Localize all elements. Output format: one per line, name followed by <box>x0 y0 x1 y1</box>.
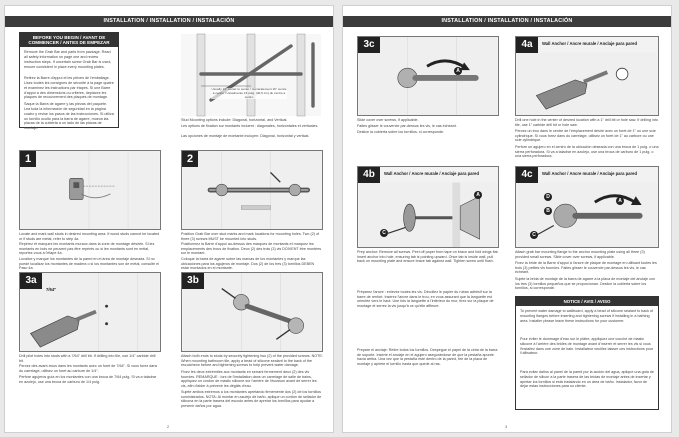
step-3c-text-fr: Faites glisser le couvercle par-dessus les vis, le cas échéant. <box>357 124 457 128</box>
notice-title: NOTICE / AVIS / AVISO <box>516 297 658 306</box>
right-page-header: INSTALLATION / INSTALLATION / INSTALACIÓN <box>343 16 671 27</box>
notice-text-es: Para evitar daños al panel de la pared por la acción del agua, aplique una gota de sellador de silicón a la parte trasera de las bridas de montaje antes de insertar y apretar los tornillos si está instalando en un área de baño. Instalador, favor de dejar estas instrucciones para su cliente. <box>520 370 654 389</box>
notice-text-en: To prevent water damage to wallboard, apply a bead of silicone sealant to back of mounting flanges before inserting and tightening screws if installing in a bathing area. Installer please leave these instructions for your customer. <box>520 309 654 323</box>
before-text-en: Remove the Grab Bar and parts from package. Read all safety information on page one and review instruction steps. If uncertain screw Grab Bar is used, ensure consistent in place every mounting plates. <box>24 50 112 69</box>
step-4a-number: 4a <box>516 37 538 53</box>
step-4c-text-fr: Fixez la bride de la Barre d'appui à l'ancre de plaque de montage en utilisant toutes les trois (3) petites vis fournies. Faites glisser le couvercle par-dessus les vis, le cas échéant. <box>515 261 657 275</box>
step-4b-text-fr: Préparez l'ancre : enlevez toutes les vis. Décollez le papier du ruban adhésif sur la barre de renfort. Insérez l'ancre dans le trou, en vous assurant que la languette est orientée vers le haut. Une fois la languette à l'intérieur du mur, tirez sur la plaque de montage et serrez la vis jusqu'à ce qu'elle affleure. <box>357 290 494 309</box>
before-you-begin-box <box>19 32 119 128</box>
step-1-number: 1 <box>20 151 36 167</box>
step-3c-text-es: Deslice la cubierta sobre los tornillos, si corresponde. <box>357 130 445 134</box>
step-2-illustration <box>182 151 322 229</box>
callout-d-4c: D <box>544 193 552 201</box>
notice-box <box>515 296 659 410</box>
step-4b-text-es: Prepare el anclaje: Retire todos los tornillos. Despegue el papel de la cinta de la barra de soporte. Inserte el anclaje en el agujero asegurándose de que la pestaña apunte hacia arriba. Una vez que la pestaña esté dentro de la pared, tire de la placa de montaje y apriete el tornillo hasta que quede al ras. <box>357 348 498 367</box>
before-text-es: Saque la Barra de agarre y las piezas del paquete. Lea toda la información de seguridad en la página cuatro y revise los pasos de las instrucciones. Si utiliza un tornillo oculto para la barra de agarre, mueva las placas de la cubierta a un lado de las placas de montaje. <box>24 102 114 130</box>
left-page <box>4 5 334 433</box>
step-3a-text-en: Drill pilot holes into studs with a 7/64" drill bit. If drilling into tile, use 1/4" carbide drill bit. <box>19 354 156 363</box>
step-1-text-es: Localice y marque los montantes de la pared en el área de montaje deseada. Si no puede localizar los montantes de madera o si los montantes son de metal, consulte el Paso 4a. <box>19 257 159 271</box>
right-page <box>342 5 672 433</box>
step-4b-number: 4b <box>358 167 380 183</box>
step-1-text-en: Locate and mark wall studs in desired mounting area. If wood studs cannot be located or if studs are metal, refer to step 4a. <box>19 232 160 241</box>
step-4a-label: Wall Anchor / Ancre murale / Anclaje para pared <box>542 41 638 46</box>
stud-mounting-caption-fr: Les options de fixation sur montants incluent : diagonales, horizontales et verticales. <box>181 124 319 128</box>
before-you-begin-title: BEFORE YOU BEGIN / AVANT DE COMMENCER / ANTES DE EMPEZAR <box>20 33 118 47</box>
callout-a-4b: A <box>474 191 482 199</box>
step-4b-text-en: Prep anchor: Remove all screws. Peel off paper from tape on brace and fold wings flat. Insert anchor into hole, ensuring tab is pointing upward. Once tab is inside wall, pull back on mounting plate and ensure brace tab against wall. Tighten screw until flush. <box>357 250 499 264</box>
step-3c-number: 3c <box>358 37 380 53</box>
step-4a-text-fr: Percez un trou dans le centre de l'emplacement désiré avec un foret de 1" ou une scie cylindrique. Si vous forez dans du carrelage, utilisez un foret de 1" au carbure ou une scie cylindrique. <box>515 129 656 143</box>
left-page-number: 2 <box>167 424 170 429</box>
step-2-text-fr: Positionnez la Barre d'appui au-dessus des marques de montants et marquez les emplacements des trous de fixation. Deux (2) des trois (3) vis DOIVENT être montées sur le montant. <box>181 242 322 256</box>
step-2-text-es: Coloque la barra de agarre sobre las marcas de los montantes y marque las ubicaciones para los agujeros de montaje. Dos (2) de los tres (3) tornillos DEBEN estar montados en el montante. <box>181 257 315 271</box>
step-4b-panel <box>357 166 499 248</box>
step-2-number: 2 <box>182 151 198 167</box>
step-4b-label: Wall Anchor / Ancre murale / Anclaje para pared <box>384 171 480 176</box>
step-2-panel <box>181 150 323 230</box>
step-4a-text-es: Perfore un agujero en el centro de la ubicación deseada con una broca de 1 pulg. o una sierra perforadora. Si va a taladrar en azulejo, use una broca de carburo de 1 pulg. o una sierra perforadora. <box>515 145 659 159</box>
step-3c-panel <box>357 36 499 116</box>
step-4a-panel <box>515 36 659 116</box>
step-3b-text-en: Attach both ends to studs by securely tightening two (2) of the provided screws. NOTE: When mounting bathroom tile, apply a bead of silicone sealant to the back of the escutcheon before and tightening screws to help prevent water damage. <box>181 354 323 368</box>
callout-a-4c: A <box>616 197 624 205</box>
step-1-illustration <box>20 151 160 229</box>
step-3c-text-en: Slide cover over screws, if applicable. <box>357 118 419 122</box>
stud-mounting-caption-en: Stud Mounting options include: Diagonal, horizontal, and Vertical. <box>181 118 288 122</box>
step-4c-text-es: Sujete la brida de montaje de la barra de agarre a la placa de montaje del anclaje con los tres (3) tornillos pequeños que se proporcionan. Deslice la cubierta sobre los tornillos, si corresponde. <box>515 277 656 291</box>
step-3b-text-es: Sujete ambos extremos a los montantes apretando firmemente dos (2) de los tornillos suministrados. NOTA: Al montar en azulejo de baño, aplique un cordón de sellador de silicona en la parte trasera del escudo antes de apretar los tornillos para ayudar a prevenir daños por agua. <box>181 390 322 409</box>
step-4c-panel <box>515 166 659 248</box>
callout-a-3c: A <box>454 67 462 75</box>
step-4a-text-en: Drill one hole in the center of desired location with a 1" drill bit or hole saw. If drilling into tile, use 1" carbide drill bit or hole saw. <box>515 118 658 127</box>
step-1-text-fr: Repérez et marquez les montants muraux dans la zone de montage désirée. Si les montants en bois ne peuvent pas être repérés ou si les montants sont en métal, reportez-vous à l'étape 4a. <box>19 242 155 256</box>
stud-mounting-svg <box>181 34 321 116</box>
stud-mounting-diagram <box>181 34 321 116</box>
step-1-panel <box>19 150 161 230</box>
before-text-fr: Retirez la Barre d'appui et les pièces de l'emballage. Lisez toutes les consignes de sécurité à la page quatre et examinez les instructions par étapes. Si une Barre d'appui a des dimensions ou criteres, deplacez les plaques de recouvrement des plaques de montage. <box>24 76 114 100</box>
step-3b-number: 3b <box>182 273 204 289</box>
before-you-begin-column <box>19 32 119 128</box>
step-3a-number: 3a <box>20 273 42 289</box>
step-3a-panel <box>19 272 161 352</box>
stud-spacing-note: Usually 16" center to center / Généralement 16" centre à centre / Usualmente 16 pulg. (40,6 cm) de centro a centro <box>211 87 287 99</box>
step-3b-text-fr: Fixez les deux extrémités aux montants en serrant fermement deux (2) des vis fournies. REMARQUE : lors de l'installation dans un carrelage de salle de bains, appliquez un cordon de mastic silicone sur l'arrière de l'écusson avant de serrer les vis, afin d'aider à prévenir les dégâts d'eau. <box>181 370 317 389</box>
callout-c-4c: C <box>530 231 538 239</box>
stud-mounting-caption-es: Las opciones de montaje de montante incluyen: Diagonal, horizontal y vertical. <box>181 134 310 138</box>
right-page-number: 3 <box>505 424 508 429</box>
callout-b-4c: B <box>544 207 552 215</box>
step-4c-label: Wall Anchor / Ancre murale / Anclaje para pared <box>542 171 638 176</box>
step-4c-number: 4c <box>516 167 538 183</box>
step-3b-panel <box>181 272 323 352</box>
drill-bit-size: 7/64" <box>46 287 57 292</box>
notice-text-fr: Pour éviter le dommage d'eau sur le plâtre, appliquez une couche de mastic silicone à l'arrière des brides de montage avant d'insérer et serrer les vis si vous l'installez dans une zone de bain. Installateur veuillez laisser ces instructions pour l'utilisateur. <box>520 337 654 356</box>
step-4c-text-en: Attach grab bar mounting flange to the anchor mounting plate using all three (3) provided small screws. Slide cover over screws, if applicable. <box>515 250 645 259</box>
callout-c-4b: C <box>380 229 388 237</box>
left-page-header: INSTALLATION / INSTALLATION / INSTALACIÓN <box>5 16 333 27</box>
step-3a-text-es: Perfore agujeros guía en los montantes con una broca de 7/64 pulg. Si va a taladrar en azulejo, use una broca de carburo de 1/4 pulg. <box>19 375 157 384</box>
step-3a-text-fr: Percez des avant-trous dans les montants avec un foret de 7/64". Si vous forez dans du carrelage, utilisez un foret au carbure de 1/4". <box>19 364 158 373</box>
step-2-text-en: Position Grab Bar over stud marks and mark locations for mounting holes. Two (2) of three (3) screws MUST be mounted into studs. <box>181 232 320 241</box>
